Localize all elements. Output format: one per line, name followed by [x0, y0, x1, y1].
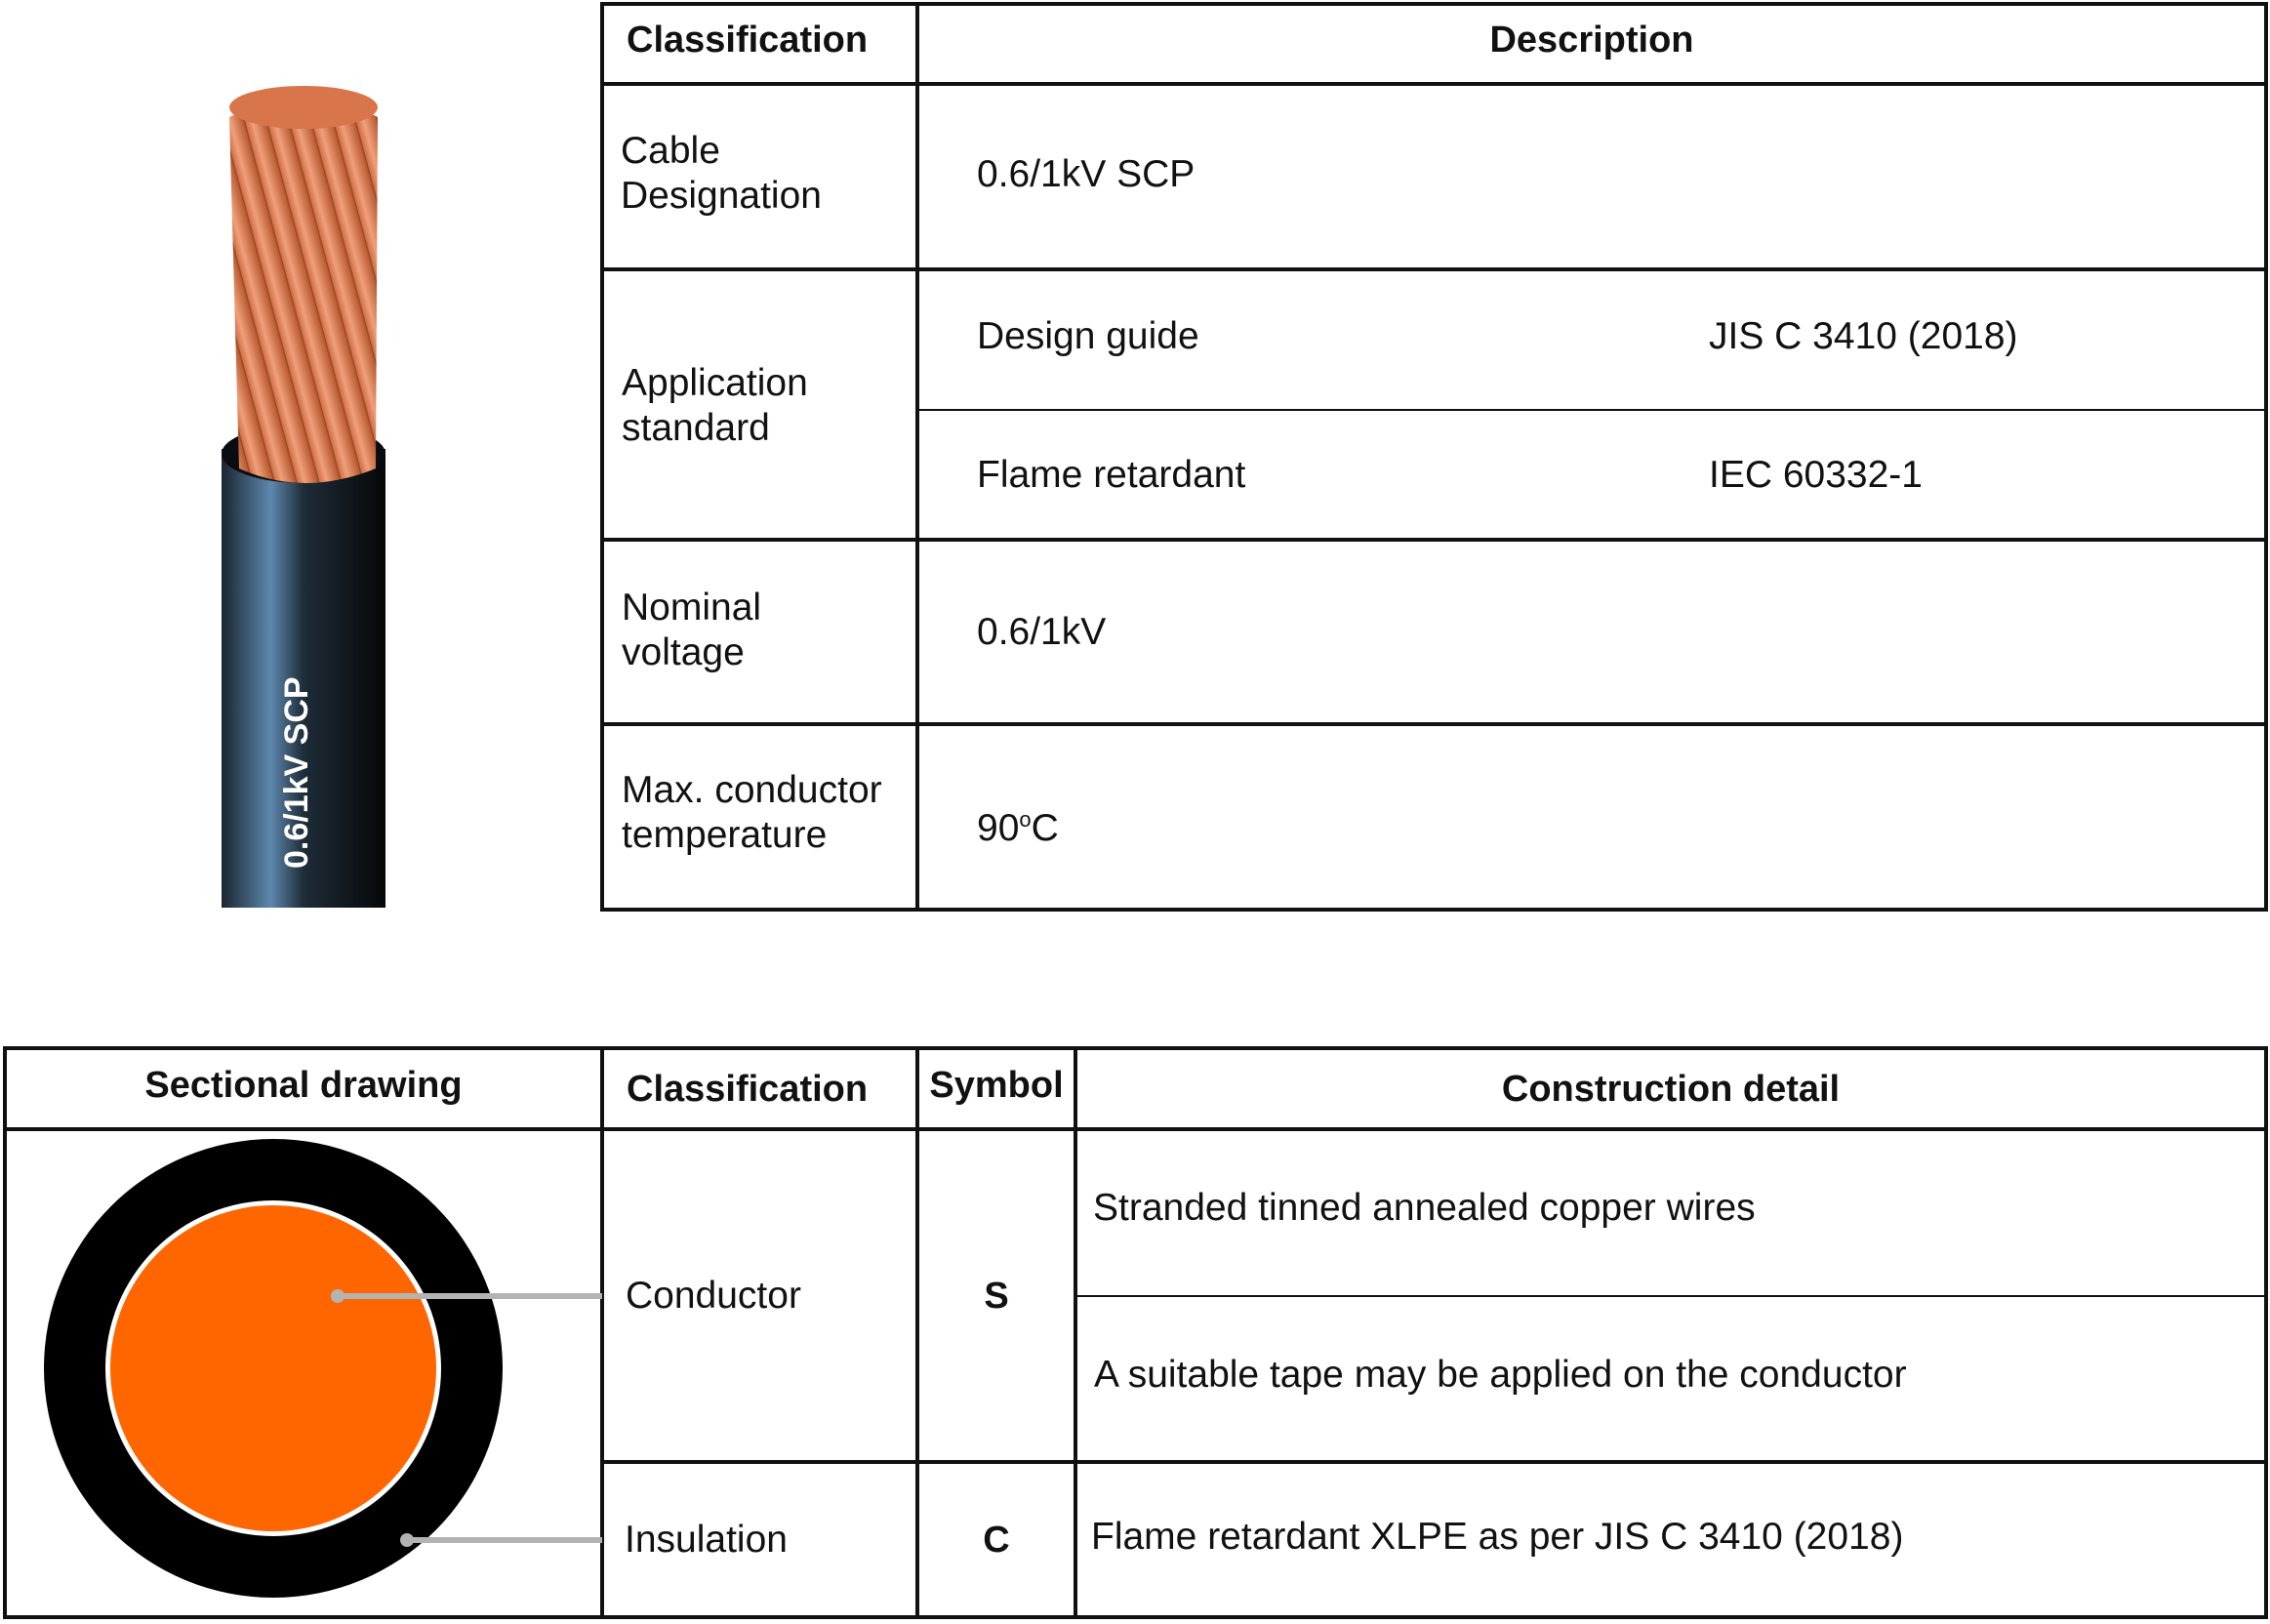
value-nominal-voltage: 0.6/1kV [977, 611, 1107, 653]
header-classification: Classification [627, 1069, 869, 1110]
sectional-drawing [0, 1132, 602, 1615]
label-application-standard: Application standard [622, 362, 808, 449]
design-guide-label: Design guide [977, 315, 1199, 357]
flame-retardant-label: Flame retardant [977, 454, 1246, 496]
cable-product-image [210, 78, 395, 908]
classification-insulation: Insulation [625, 1519, 788, 1561]
header-description: Description [1489, 20, 1694, 61]
flame-retardant-value: IEC 60332-1 [1709, 454, 1923, 496]
temp-number: 90 [977, 807, 1020, 849]
classification-conductor: Conductor [626, 1275, 801, 1317]
label-max-temperature: Max. conductor temperature [622, 769, 882, 856]
detail-insulation: Flame retardant XLPE as per JIS C 3410 (2018) [1091, 1516, 1904, 1558]
cable-print-text: 0.6/1kV SCP [278, 676, 315, 869]
label-cable-designation: Cable Designation [621, 130, 822, 217]
symbol-conductor: S [984, 1276, 1009, 1317]
header-sectional-drawing: Sectional drawing [144, 1065, 463, 1106]
value-max-temperature [977, 797, 1059, 851]
conductor-leader-dot [331, 1289, 345, 1303]
design-guide-value: JIS C 3410 (2018) [1709, 315, 2018, 357]
conductor-core [110, 1205, 436, 1531]
temp-unit: C [1031, 807, 1059, 849]
header-symbol: Symbol [929, 1065, 1064, 1106]
detail-conductor-tape: A suitable tape may be applied on the conductor [1094, 1354, 1907, 1396]
value-cable-designation: 0.6/1kV SCP [977, 153, 1196, 195]
insulation-leader-dot [400, 1533, 414, 1547]
detail-conductor-wires: Stranded tinned annealed copper wires [1093, 1187, 1756, 1229]
header-classification: Classification [627, 20, 869, 61]
label-nominal-voltage: Nominal voltage [622, 587, 762, 673]
symbol-insulation: C [983, 1520, 1010, 1561]
degree-sign: o [1019, 807, 1032, 832]
header-construction-detail: Construction detail [1501, 1069, 1841, 1110]
